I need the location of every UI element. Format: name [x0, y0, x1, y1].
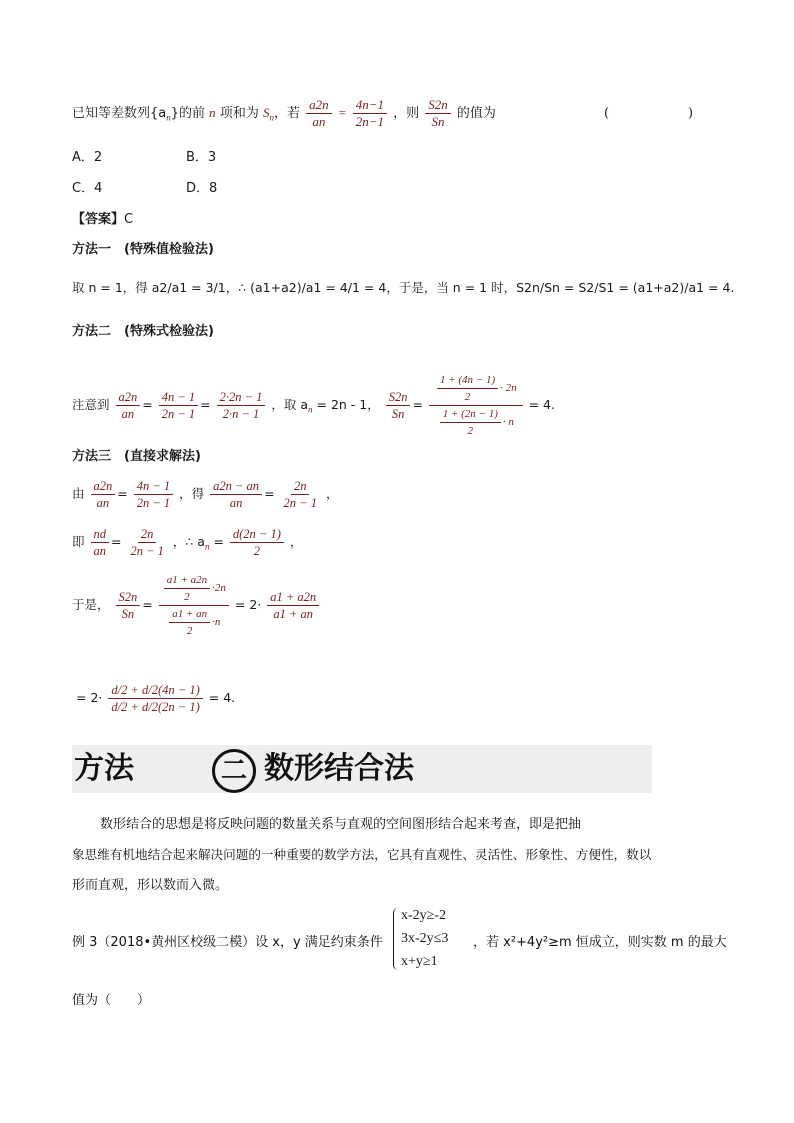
option-b: B．3	[186, 150, 217, 165]
stem-mid3: ，若	[273, 106, 300, 121]
heading-right: 数形结合法	[264, 751, 414, 786]
heading-circled-number: 二	[212, 749, 256, 793]
method2-frac4: $\frac{S2n}{Sn}$	[386, 389, 411, 422]
stem-end: 的值为	[456, 106, 496, 121]
method2-line: 注意到 $\frac{a2n}{an}$ = $\frac{4n - 1}{2n - 1}$ = $\frac{2\cdot 2n - 1}{2\cdot n - 1}$ ，取 $a_n = 2n - 1$， $\frac{S2n}{Sn}$ = $\frac{1 + (4n - 1)}{2}$ · 2n $\frac{1 + (2n - 1)}{2}$ · n = 4.	[72, 374, 555, 437]
stem-sub: n	[166, 112, 171, 123]
method3-line2: 即 $\frac{nd}{an}$ = $\frac{2n}{2n - 1}$ ，∴ $a_n$ = $\frac{d(2n - 1)}{2}$ ，	[72, 527, 303, 558]
stem-mid4: ，则	[393, 106, 420, 121]
option-c: C．4	[72, 181, 103, 196]
answer-paren-close: )	[688, 106, 694, 121]
intro-line1: 数形结合的思想是将反映问题的数量关系与直观的空间图形结合起来考查，即是把抽	[100, 817, 582, 832]
answer-label: 【答案】	[72, 212, 125, 227]
method2-result: = 4.	[528, 397, 555, 412]
option-a: A．2	[72, 150, 103, 165]
option-d: D．8	[186, 181, 218, 196]
method2-prefix: 注意到	[72, 397, 110, 412]
method2-bigfrac: $\frac{1 + (4n - 1)}{2}$ · 2n $\frac{1 + (2n - 1)}{2}$ · n	[429, 372, 523, 439]
stem-mid2: 项和为	[219, 106, 259, 121]
answer-value: C	[124, 212, 134, 227]
method2-title: 方法二 (特殊式检验法)	[72, 324, 214, 339]
method2-mid: ，取 a	[271, 397, 309, 412]
method1-title: 方法一 (特殊值检验法)	[72, 242, 214, 257]
intro-line2: 象思维有机地结合起来解决问题的一种重要的数学方法，它具有直观性、灵活性、形象性、方便性，数以	[72, 847, 652, 862]
stem-equals: =	[337, 105, 347, 120]
constraint-2: 3x-2y≤3	[401, 931, 449, 946]
stem-n: n	[209, 105, 216, 120]
question-stem	[72, 95, 496, 136]
method2-frac1: $\frac{a2n}{an}$	[116, 389, 141, 422]
method2-mid2: = 2n - 1，	[312, 397, 380, 412]
intro-line3: 形而直观，形以数而入微。	[72, 878, 229, 893]
constraint-brace	[393, 908, 400, 970]
method2-frac3: $\frac{2\cdot 2n - 1}{2\cdot n - 1}$	[217, 389, 266, 422]
stem-prefix: 已知等差数列{a	[72, 106, 167, 121]
constraint-3: x+y≥1	[401, 954, 438, 969]
example3-suffix: ，若 x²+4y²≥m 恒成立，则实数 m 的最大	[473, 935, 727, 950]
constraint-1: x-2y≥-2	[401, 908, 447, 923]
method2-frac2: $\frac{4n - 1}{2n - 1}$	[159, 389, 198, 422]
stem-Ssub: n	[269, 112, 274, 123]
example3-line2: 值为（ ）	[72, 993, 151, 1008]
method3-line3: 于是， $\frac{S2n}{Sn}$ = $\frac{a1 + a2n}{2}$ ·2n $\frac{a1 + an}{2}$ ·n = 2· $\frac{a1 + a2n}{a1 + an}$	[72, 572, 321, 639]
heading-left: 方法	[74, 751, 134, 786]
stem-mid1: }的前	[170, 106, 206, 121]
example3-prefix: 例 3（2018•黄州区校级二模）设 x，y 满足约束条件	[72, 935, 383, 950]
method1-line: 取 n = 1，得 a2/a1 = 3/1，∴ (a1+a2)/a1 = 4/1 = 4，于是，当 n = 1 时，S2n/Sn = S2/S1 = (a1+a2)/a1 = 4.	[72, 280, 735, 295]
answer-paren-open: (	[604, 106, 610, 121]
answer-line	[72, 208, 133, 227]
stem-frac2: $\frac{4n-1}{2n-1}$	[353, 97, 387, 130]
method3-title: 方法三 (直接求解法)	[72, 449, 201, 464]
stem-frac1: $\frac{a2n}{an}$	[306, 97, 332, 130]
method2-mid-sub: n	[308, 404, 313, 415]
method3-line4: = 2· $\frac{d/2 + d/2(4n - 1)}{d/2 + d/2(2n - 1)}$ = 4.	[76, 683, 236, 714]
stem-frac3: $\frac{S2n}{Sn}$	[425, 97, 451, 130]
stem-S: S	[262, 105, 270, 120]
method3-line1: 由 $\frac{a2n}{an}$ = $\frac{4n - 1}{2n - 1}$ ，得 $\frac{a2n - an}{an}$ = $\frac{2n}{2n - 1}$ ，	[72, 479, 339, 510]
section-heading	[72, 745, 652, 793]
